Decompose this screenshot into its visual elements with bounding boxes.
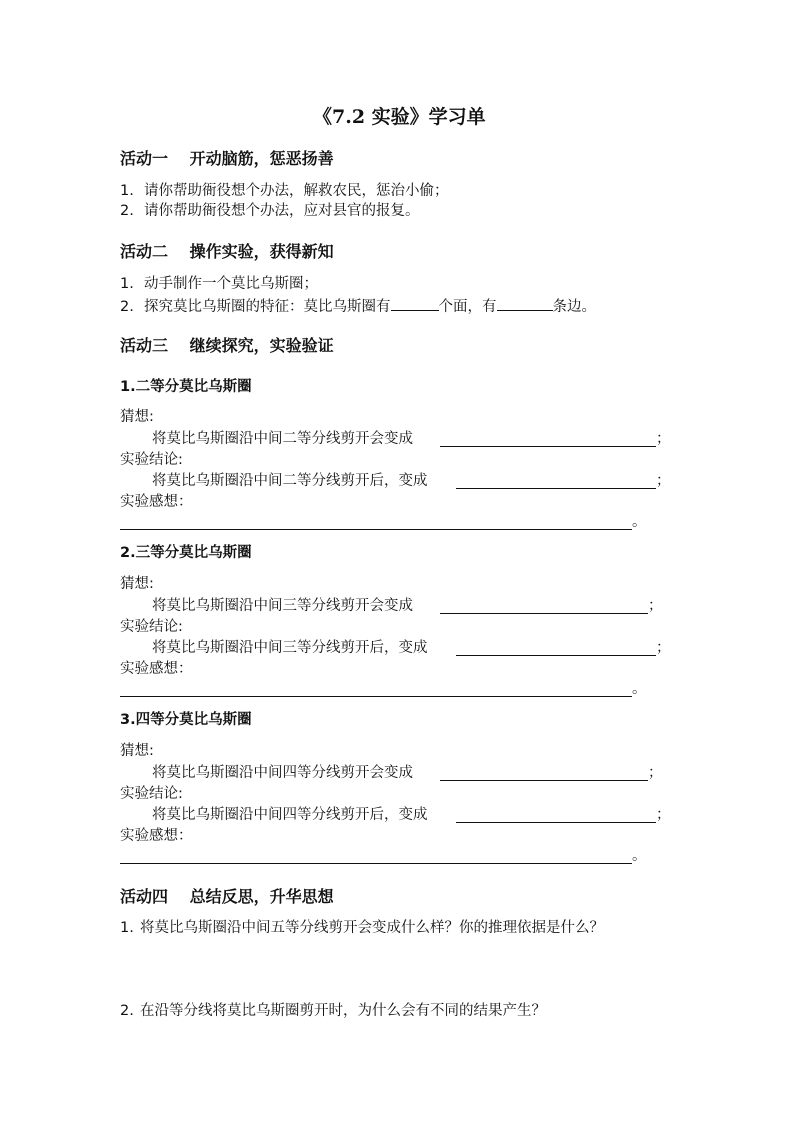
- question-text: 在沿等分线将莫比乌斯圈剪开时，为什么会有不同的结果产生？: [140, 1003, 546, 1019]
- activity4-question-1: [120, 918, 604, 938]
- section1-feeling-end: 。: [632, 514, 647, 530]
- section1-conclusion-blank[interactable]: [456, 488, 656, 489]
- section3-guess-end: ；: [648, 765, 663, 781]
- section2-guess-text: 将莫比乌斯圈沿中间三等分线剪开会变成: [152, 598, 413, 614]
- page-title: 《7.2 实验》学习单: [313, 106, 486, 128]
- section1-feeling-blank[interactable]: [120, 529, 632, 530]
- item-text: 请你帮助衙役想个办法，解救农民，惩治小偷；: [144, 183, 449, 199]
- section3-conclusion-label: 实验结论:: [120, 786, 183, 802]
- section3-feeling-end: 。: [632, 848, 647, 864]
- activity1-item-2: [120, 201, 420, 221]
- question-number: 1.: [120, 920, 134, 936]
- section3-feeling-label: 实验感想：: [120, 828, 193, 844]
- section1-feeling-label: 实验感想：: [120, 494, 193, 510]
- section2-guess-blank[interactable]: [440, 613, 648, 614]
- section3-guess-text: 将莫比乌斯圈沿中间四等分线剪开会变成: [152, 765, 413, 781]
- activity2-item-1: [120, 274, 318, 294]
- section3-guess-label: 猜想:: [120, 743, 154, 759]
- item-number: 1.: [120, 276, 134, 292]
- section2-conclusion-label: 实验结论:: [120, 619, 183, 635]
- section3-conclusion-text: 将莫比乌斯圈沿中间四等分线剪开后，变成: [152, 807, 428, 823]
- section2-conclusion-end: ；: [656, 640, 671, 656]
- question-number: 2.: [120, 1003, 134, 1019]
- activity2-item-2: [120, 295, 596, 317]
- activity1-item-1: [120, 181, 449, 201]
- section3-guess-blank[interactable]: [440, 780, 648, 781]
- faces-blank[interactable]: [391, 295, 439, 311]
- edges-blank[interactable]: [497, 295, 553, 311]
- question-text: 将莫比乌斯圈沿中间五等分线剪开会变成什么样？你的推理依据是什么？: [140, 920, 604, 936]
- section1-guess-blank[interactable]: [440, 446, 656, 447]
- section2-conclusion-blank[interactable]: [456, 655, 656, 656]
- section2-guess-label: 猜想:: [120, 576, 154, 592]
- section1-guess-text: 将莫比乌斯圈沿中间二等分线剪开会变成: [152, 431, 413, 447]
- section2-guess-end: ；: [648, 598, 663, 614]
- item-number: 2.: [120, 203, 134, 219]
- activity4-heading: 活动四 总结反思，升华思想: [120, 887, 334, 906]
- item-text: 请你帮助衙役想个办法，应对县官的报复。: [144, 203, 420, 219]
- item-text-a: 探究莫比乌斯圈的特征：莫比乌斯圈有: [144, 299, 391, 315]
- section3-feeling-blank[interactable]: [120, 863, 632, 864]
- item-number: 2.: [120, 299, 134, 315]
- activity2-heading: 活动二 操作实验，获得新知: [120, 242, 334, 261]
- activity1-heading: 活动一 开动脑筋，惩恶扬善: [120, 149, 334, 168]
- section2-title: 2.三等分莫比乌斯圈: [120, 545, 252, 561]
- section2-feeling-blank[interactable]: [120, 696, 632, 697]
- item-number: 1.: [120, 183, 134, 199]
- section1-guess-label: 猜想:: [120, 409, 154, 425]
- section1-conclusion-text: 将莫比乌斯圈沿中间二等分线剪开后，变成: [152, 473, 428, 489]
- section1-conclusion-end: ；: [656, 473, 671, 489]
- item-text: 动手制作一个莫比乌斯圈；: [144, 276, 318, 292]
- item-text-b: 个面，有: [438, 299, 497, 315]
- section3-conclusion-blank[interactable]: [456, 822, 656, 823]
- section1-title: 1.二等分莫比乌斯圈: [120, 379, 252, 395]
- section2-feeling-end: 。: [632, 681, 647, 697]
- activity4-question-2: [120, 1001, 546, 1021]
- section2-feeling-label: 实验感想：: [120, 661, 193, 677]
- activity3-heading: 活动三 继续探究，实验验证: [120, 336, 334, 355]
- section3-title: 3.四等分莫比乌斯圈: [120, 712, 252, 728]
- section2-conclusion-text: 将莫比乌斯圈沿中间三等分线剪开后，变成: [152, 640, 428, 656]
- section1-guess-end: ；: [656, 431, 671, 447]
- item-text-c: 条边。: [552, 299, 596, 315]
- section1-conclusion-label: 实验结论:: [120, 452, 183, 468]
- section3-conclusion-end: ；: [656, 807, 671, 823]
